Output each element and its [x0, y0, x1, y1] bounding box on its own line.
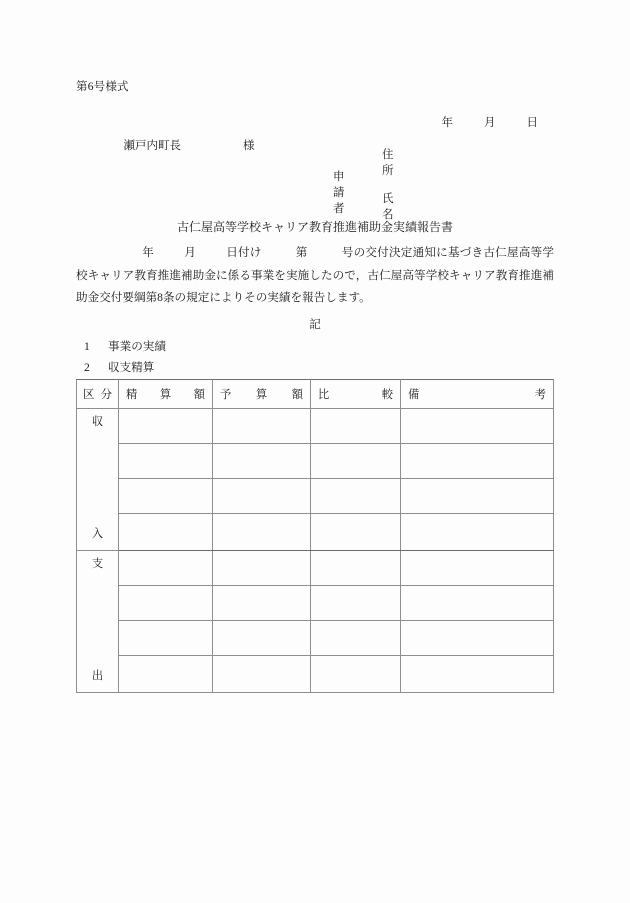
item-label: 収支精算 — [108, 361, 155, 374]
cell-yosan[interactable] — [213, 514, 311, 551]
cell-seisan[interactable] — [119, 551, 213, 586]
cell-hikaku[interactable] — [311, 621, 401, 656]
cell-yosan[interactable] — [213, 621, 311, 656]
body-month-label: 月 — [184, 246, 196, 259]
addressee-honorific: 様 — [243, 140, 255, 152]
cell-seisan[interactable] — [119, 656, 213, 693]
header-cell-hikaku — [311, 380, 401, 409]
date-month-label: 月 — [484, 117, 496, 129]
cell-seisan[interactable] — [119, 621, 213, 656]
header-yosan-char-1: 予 — [220, 389, 232, 401]
cell-bikou[interactable] — [401, 444, 554, 479]
cell-seisan[interactable] — [119, 444, 213, 479]
table-row — [77, 621, 554, 656]
body-paragraph — [76, 242, 554, 310]
cell-bikou[interactable] — [401, 656, 554, 693]
header-seisan-char-2: 算 — [159, 389, 172, 401]
applicant-label: 申請者 — [333, 171, 345, 215]
form-number: 第6号様式 — [76, 81, 129, 93]
applicant-name-label: 氏 名 — [382, 193, 405, 221]
cell-seisan[interactable] — [119, 409, 213, 444]
applicant-address-label: 住 所 — [382, 149, 405, 177]
header-kubun-char-2: 分 — [100, 389, 112, 401]
date-day-label: 日 — [526, 117, 538, 129]
cell-hikaku[interactable] — [311, 514, 401, 551]
cell-bikou[interactable] — [401, 514, 554, 551]
table-header-row — [77, 380, 554, 409]
group-expenditure-char-1: 支 — [91, 558, 104, 570]
body-number-suffix: 号の交付決定通知に基づき古仁屋高等学校 — [76, 246, 554, 282]
header-bikou-char-2: 考 — [534, 389, 546, 401]
addressee-line — [112, 125, 255, 165]
date-line — [430, 102, 538, 142]
item-list — [84, 336, 166, 378]
group-label-income — [77, 409, 119, 551]
table-row — [77, 656, 554, 693]
group-label-expenditure — [77, 551, 119, 693]
cell-yosan[interactable] — [213, 656, 311, 693]
list-item — [84, 336, 166, 357]
cell-bikou[interactable] — [401, 586, 554, 621]
cell-hikaku[interactable] — [311, 656, 401, 693]
body-line-3: 補助金交付要綱第8条の規定によりその実績を報告します。 — [76, 268, 554, 305]
cell-yosan[interactable] — [213, 444, 311, 479]
header-seisan-char-1: 精 — [126, 389, 138, 401]
header-cell-kubun — [77, 380, 119, 409]
cell-seisan[interactable] — [119, 514, 213, 551]
header-cell-bikou — [401, 380, 554, 409]
cell-yosan[interactable] — [213, 409, 311, 444]
header-kubun-char-1: 区 — [83, 389, 95, 401]
header-cell-yosan — [213, 380, 311, 409]
cell-hikaku[interactable] — [311, 551, 401, 586]
table-row — [77, 586, 554, 621]
header-yosan-char-3: 額 — [291, 389, 303, 401]
header-yosan-char-2: 算 — [255, 389, 268, 401]
settlement-table — [76, 379, 554, 693]
item-number: 2 — [84, 361, 90, 374]
addressee-name: 瀬戸内町長 — [123, 140, 181, 152]
cell-hikaku[interactable] — [311, 479, 401, 514]
table-row — [77, 514, 554, 551]
cell-seisan[interactable] — [119, 586, 213, 621]
header-seisan-char-3: 額 — [193, 389, 205, 401]
cell-bikou[interactable] — [401, 479, 554, 514]
cell-bikou[interactable] — [401, 409, 554, 444]
header-cell-seisan — [119, 380, 213, 409]
cell-bikou[interactable] — [401, 621, 554, 656]
item-number: 1 — [84, 340, 90, 353]
list-item — [84, 357, 166, 378]
table-row — [77, 409, 554, 444]
group-expenditure-char-2: 出 — [91, 670, 104, 682]
header-hikaku-char-2: 較 — [381, 389, 393, 401]
date-year-label: 年 — [441, 117, 453, 129]
cell-hikaku[interactable] — [311, 409, 401, 444]
group-income-char-2: 入 — [91, 528, 104, 540]
table-row — [77, 444, 554, 479]
header-bikou-char-1: 備 — [408, 389, 420, 401]
header-hikaku-char-1: 比 — [318, 389, 330, 401]
body-number-prefix: 第 — [295, 246, 308, 259]
body-line-2: キャリア教育推進補助金に係る事業を実施したので，古仁屋高等学校キャリア教育推進 — [87, 268, 543, 282]
table-row — [77, 479, 554, 514]
body-day-label: 日付け — [226, 246, 262, 259]
cell-bikou[interactable] — [401, 551, 554, 586]
cell-seisan[interactable] — [119, 479, 213, 514]
cell-hikaku[interactable] — [311, 586, 401, 621]
item-label: 事業の実績 — [108, 340, 166, 353]
cell-yosan[interactable] — [213, 479, 311, 514]
cell-hikaku[interactable] — [311, 444, 401, 479]
cell-yosan[interactable] — [213, 551, 311, 586]
ki-marker: 記 — [309, 318, 321, 331]
cell-yosan[interactable] — [213, 586, 311, 621]
body-year-label: 年 — [142, 246, 154, 259]
group-income-char-1: 収 — [91, 416, 104, 428]
page-title: 古仁屋高等学校キャリア教育推進補助金実績報告書 — [176, 220, 453, 234]
table-row — [77, 551, 554, 586]
